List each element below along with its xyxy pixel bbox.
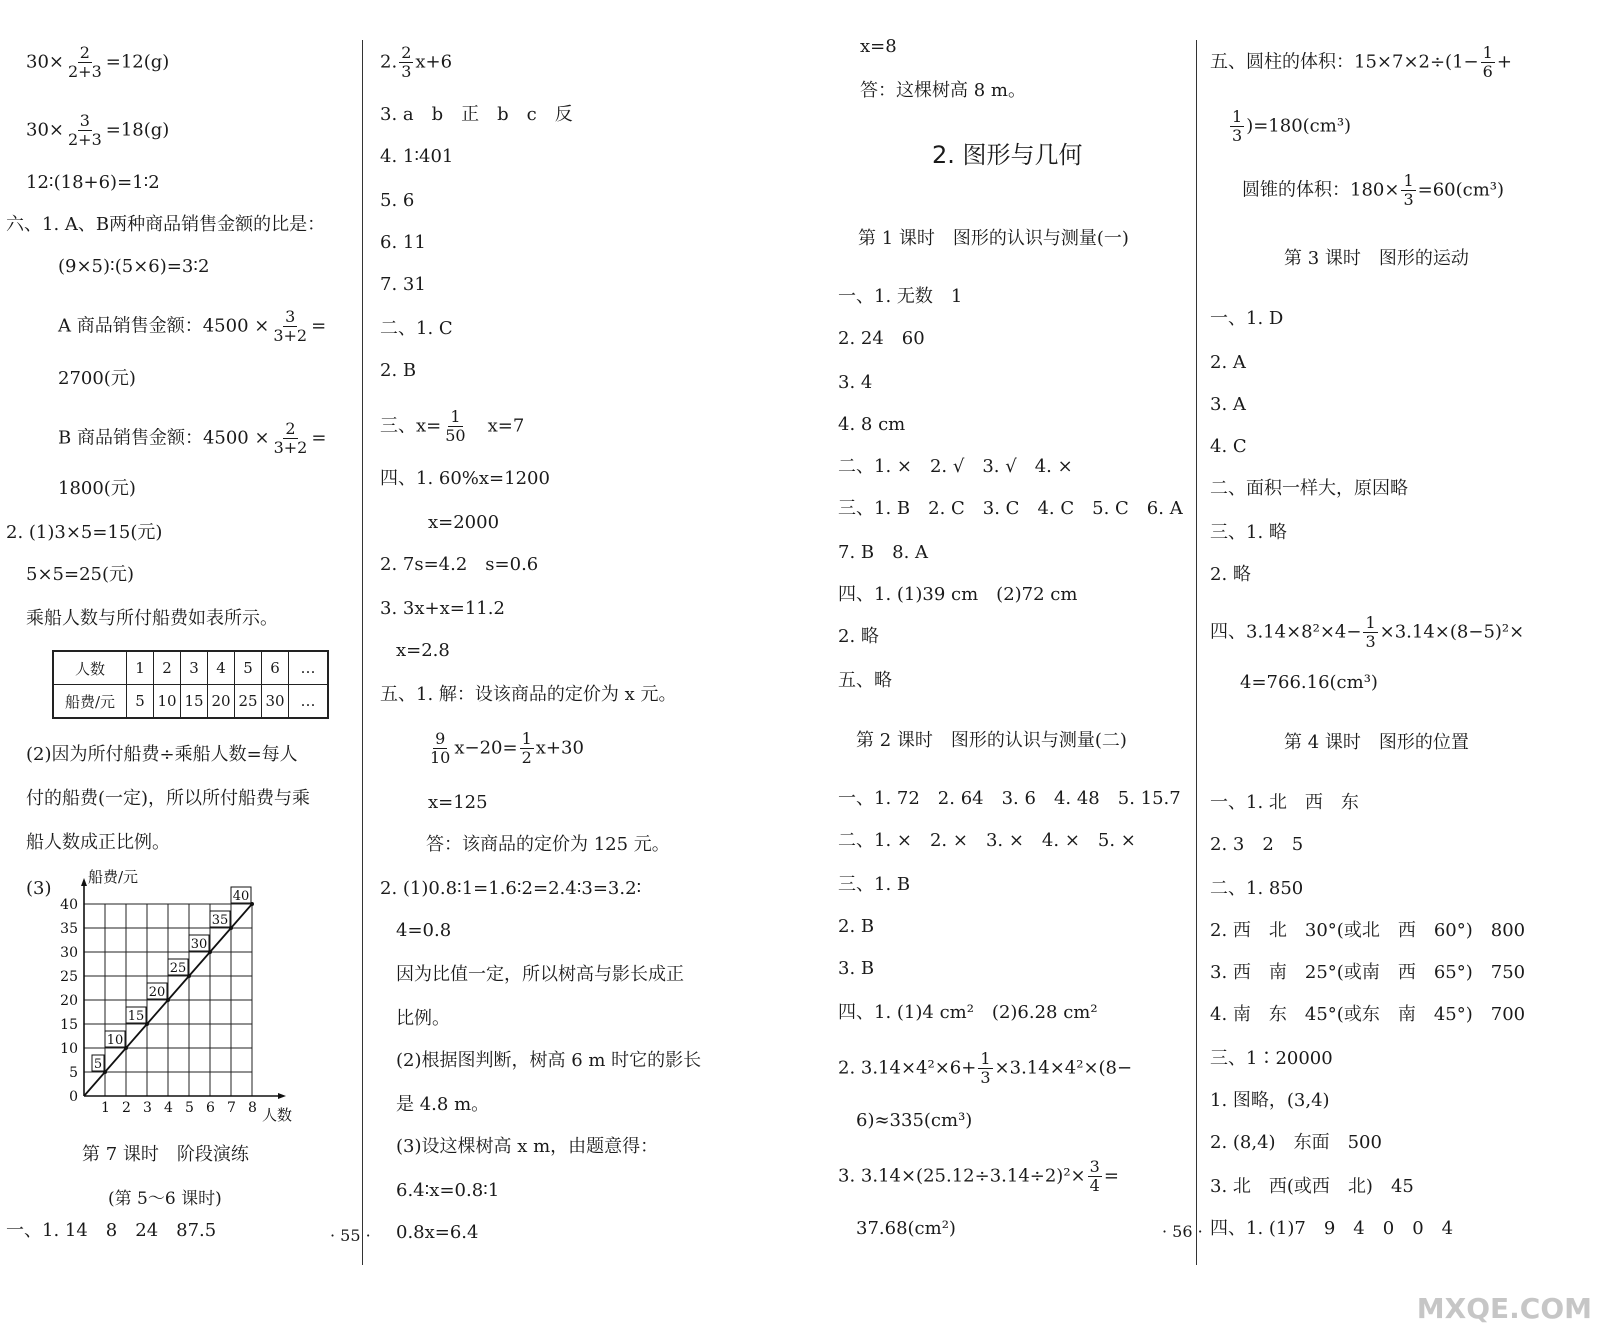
answer-line: 2. A xyxy=(1210,352,1246,373)
answer-line: 三、x= $\frac{1}{50}$ x=7 xyxy=(380,407,525,445)
y-axis-arrow xyxy=(81,878,87,886)
fraction: $\frac{1}{3}$ xyxy=(980,1049,991,1087)
y-tick-label: 40 xyxy=(60,897,78,913)
answer-line: (3) xyxy=(26,878,52,899)
answer-line: A 商品销售金额：4500 × $\frac{3}{3+2}$ = xyxy=(58,307,327,345)
lesson-title: 第 7 课时 阶段演练 xyxy=(82,1144,249,1165)
y-tick-label: 10 xyxy=(60,1041,78,1057)
answer-line: 一、1. D xyxy=(1210,308,1284,329)
answer-line: 2. B xyxy=(380,360,417,381)
answer-line: 答：这棵树高 8 m。 xyxy=(860,80,1026,101)
answer-line: x=8 xyxy=(860,36,897,57)
answer-line: 3. 西 南 25°(或南 西 65°) 750 xyxy=(1210,962,1526,983)
answer-line: 4. 南 东 45°(或东 南 45°) 700 xyxy=(1210,1004,1526,1025)
answer-line: 1800(元) xyxy=(58,478,136,499)
answer-line: 6.4∶x=0.8∶1 xyxy=(396,1180,500,1201)
x-tick-label: 6 xyxy=(206,1100,215,1116)
lesson-title: 第 3 课时 图形的运动 xyxy=(1284,248,1469,269)
fraction: $\frac{2}{3+2}$ xyxy=(273,419,308,457)
answer-line: 4. C xyxy=(1210,436,1247,457)
lesson-title: 第 2 课时 图形的认识与测量(二) xyxy=(856,730,1127,751)
answer-line: 四、1. 60%x=1200 xyxy=(380,468,550,489)
fraction: $\frac{1}{6}$ xyxy=(1482,43,1493,81)
fraction: $\frac{1}{3}$ xyxy=(1365,613,1376,651)
answer-line: 30× $\frac{3}{2+3}$ =18(g) xyxy=(26,111,170,149)
answer-line: 圆锥的体积：180× $\frac{1}{3}$ =60(cm³) xyxy=(1242,171,1505,209)
answer-line: 2. 3.14×4²×6+ $\frac{1}{3}$ ×3.14×4²×(8− xyxy=(838,1049,1133,1087)
answer-line: 四、1. (1)4 cm² (2)6.28 cm² xyxy=(838,1002,1098,1023)
answer-line: 2. (1)3×5=15(元) xyxy=(6,522,163,543)
answer-line: 二、面积一样大，原因略 xyxy=(1210,478,1408,499)
y-tick-label: 30 xyxy=(60,945,78,961)
answer-line: 六、1. A、B两种商品销售金额的比是： xyxy=(6,214,326,235)
fraction: $\frac{2}{2+3}$ xyxy=(68,43,102,81)
answer-line: 12∶(18+6)=1∶2 xyxy=(26,172,160,193)
data-label: 35 xyxy=(211,913,229,928)
fraction: $\frac{1}{50}$ xyxy=(445,407,466,445)
answer-line: 一、1. 14 8 24 87.5 xyxy=(6,1220,217,1241)
answer-line: 四、1. (1)39 cm (2)72 cm xyxy=(838,584,1078,605)
answer-line: (3)设这棵树高 x m，由题意得： xyxy=(396,1136,659,1157)
answer-line: 二、1. 850 xyxy=(1210,878,1304,899)
x-tick-label: 7 xyxy=(227,1100,236,1116)
x-tick-label: 4 xyxy=(164,1100,173,1116)
answer-line: 因为比值一定，所以树高与影长成正 xyxy=(396,964,684,985)
answer-line: B 商品销售金额：4500 × $\frac{2}{3+2}$ = xyxy=(58,419,327,457)
answer-line: (2)根据图判断，树高 6 m 时它的影长 xyxy=(396,1050,702,1071)
y-tick-label: 15 xyxy=(60,1017,78,1033)
answer-line: 7. B 8. A xyxy=(838,542,929,563)
answer-line: (2)因为所付船费÷乘船人数=每人 xyxy=(26,744,298,765)
fraction: $\frac{1}{3}$ xyxy=(1232,107,1243,145)
x-tick-label: 5 xyxy=(185,1100,194,1116)
answer-line: 2700(元) xyxy=(58,368,136,389)
answer-line: 37.68(cm²) xyxy=(856,1218,956,1239)
answer-line: 是 4.8 m。 xyxy=(396,1094,490,1115)
fare-line-chart xyxy=(48,868,318,1128)
answer-line: 1. 图略，(3,4) xyxy=(1210,1090,1330,1111)
x-tick-label: 2 xyxy=(122,1100,131,1116)
page-number-right: · 56 · xyxy=(1162,1222,1203,1241)
column-divider-right xyxy=(1196,40,1197,1265)
column-1 xyxy=(0,0,360,1329)
table-row: 船费/元 5 10 15 20 25 30 … xyxy=(53,685,328,719)
data-label: 10 xyxy=(106,1033,124,1048)
answer-line: 答：该商品的定价为 125 元。 xyxy=(426,834,670,855)
answer-line: 四、1. (1)7 9 4 0 0 4 xyxy=(1210,1218,1454,1239)
answer-line: 二、1. × 2. × 3. × 4. × 5. × xyxy=(838,830,1136,851)
answer-line: 3. 3x+x=11.2 xyxy=(380,598,505,619)
fraction: $\frac{2}{3}$ xyxy=(401,43,412,81)
answer-line: 6)≈335(cm³) xyxy=(856,1110,973,1131)
x-tick-label: 8 xyxy=(248,1100,257,1116)
answer-line: 比例。 xyxy=(396,1008,450,1029)
answer-line: 4=766.16(cm³) xyxy=(1240,672,1378,693)
answer-line: 五、1. 解：设该商品的定价为 x 元。 xyxy=(380,684,677,705)
section-title: 2. 图形与几何 xyxy=(932,141,1083,169)
answer-line: 3. 3.14×(25.12÷3.14÷2)²× $\frac{3}{4}$ = xyxy=(838,1157,1119,1195)
answer-line: 五、圆柱的体积：15×7×2÷(1− $\frac{1}{6}$ + xyxy=(1210,43,1512,81)
answer-line: 2. (1)0.8∶1=1.6∶2=2.4∶3=3.2∶ xyxy=(380,878,642,899)
answer-line: 4. 1∶401 xyxy=(380,146,454,167)
answer-line: 船人数成正比例。 xyxy=(26,832,170,853)
answer-line: 2. (8,4) 东面 500 xyxy=(1210,1132,1382,1153)
answer-line: 5×5=25(元) xyxy=(26,564,135,585)
answer-line: 三、1∶20000 xyxy=(1210,1048,1333,1069)
table-row: 人数 1 2 3 4 5 6 … xyxy=(53,651,328,685)
answer-line: 二、1. C xyxy=(380,318,453,339)
answer-line: 4. 8 cm xyxy=(838,414,906,435)
page-number-left: · 55 · xyxy=(330,1226,371,1245)
answer-line: 5. 6 xyxy=(380,190,415,211)
fraction: $\frac{3}{2+3}$ xyxy=(68,111,102,149)
answer-line: 付的船费(一定)，所以所付船费与乘 xyxy=(26,788,311,809)
lesson-title: 第 4 课时 图形的位置 xyxy=(1284,732,1469,753)
answer-line: x=2000 xyxy=(428,512,500,533)
answer-line: 2. 西 北 30°(或北 西 60°) 800 xyxy=(1210,920,1526,941)
fare-table xyxy=(52,650,329,719)
answer-line: 2. 24 60 xyxy=(838,328,925,349)
answer-line: 4=0.8 xyxy=(396,920,452,941)
answer-line: 3. A xyxy=(1210,394,1246,415)
data-label: 15 xyxy=(127,1009,145,1024)
answer-line: 三、1. B 2. C 3. C 4. C 5. C 6. A xyxy=(838,498,1183,519)
fraction: $\frac{1}{2}$ xyxy=(521,729,532,767)
column-divider-left xyxy=(362,40,363,1265)
answer-line: 0.8x=6.4 xyxy=(396,1222,479,1243)
answer-line: 一、1. 北 西 东 xyxy=(1210,792,1359,813)
answer-line: 一、1. 无数 1 xyxy=(838,286,963,307)
answer-line: 二、1. × 2. √ 3. √ 4. × xyxy=(838,456,1073,477)
fraction: $\frac{1}{3}$ xyxy=(1403,171,1414,209)
answer-line: 3. 4 xyxy=(838,372,873,393)
answer-line: 7. 31 xyxy=(380,274,426,295)
y-tick-label: 5 xyxy=(69,1065,78,1081)
x-tick-label: 3 xyxy=(143,1100,152,1116)
answer-line: x=2.8 xyxy=(396,640,450,661)
data-label: 25 xyxy=(169,961,187,976)
answer-line: 三、1. B xyxy=(838,874,911,895)
answer-line: 五、略 xyxy=(838,670,892,691)
answer-line: 2. 略 xyxy=(838,626,879,647)
y-tick-label: 20 xyxy=(60,993,78,1009)
fraction: $\frac{3}{4}$ xyxy=(1089,1157,1100,1195)
data-label: 40 xyxy=(232,889,250,904)
y-tick-label: 0 xyxy=(69,1089,78,1105)
answer-line: 6. 11 xyxy=(380,232,426,253)
column-4 xyxy=(1204,0,1600,1329)
fraction: $\frac{3}{3+2}$ xyxy=(273,307,308,345)
y-tick-label: 25 xyxy=(60,969,78,985)
answer-line: 3. a b 正 b c 反 xyxy=(380,104,573,125)
answer-line: 三、1. 略 xyxy=(1210,522,1287,543)
answer-line: (9×5)∶(5×6)=3∶2 xyxy=(58,256,210,277)
fraction: $\frac{9}{10}$ xyxy=(430,729,451,767)
answer-line: 3. 北 西(或西 北) 45 xyxy=(1210,1176,1414,1197)
answer-line: 乘船人数与所付船费如表所示。 xyxy=(26,608,278,629)
column-2 xyxy=(370,0,790,1329)
data-label: 20 xyxy=(148,985,166,1000)
data-label: 5 xyxy=(93,1057,103,1072)
y-axis-label: 船费/元 xyxy=(88,868,139,886)
answer-line: 2. 7s=4.2 s=0.6 xyxy=(380,554,539,575)
answer-line: 2. $\frac{2}{3}$ x+6 xyxy=(380,43,453,81)
lesson-title: 第 1 课时 图形的认识与测量(一) xyxy=(858,228,1129,249)
x-tick-label: 1 xyxy=(101,1100,110,1116)
answer-line: 3. B xyxy=(838,958,875,979)
answer-line: 2. B xyxy=(838,916,875,937)
answer-line: 30× $\frac{2}{2+3}$ =12(g) xyxy=(26,43,170,81)
answer-line: $\frac{1}{3}$ )=180(cm³) xyxy=(1232,107,1352,145)
lesson-subtitle: (第 5～6 课时) xyxy=(108,1189,222,1209)
answer-line: 四、3.14×8²×4− $\frac{1}{3}$ ×3.14×(8−5)²× xyxy=(1210,613,1525,651)
column-3 xyxy=(820,0,1190,1329)
data-label: 30 xyxy=(190,937,208,952)
answer-line: x=125 xyxy=(428,792,488,813)
y-tick-label: 35 xyxy=(60,921,78,937)
answer-line: 2. 3 2 5 xyxy=(1210,834,1304,855)
answer-line: 2. 略 xyxy=(1210,564,1251,585)
x-axis-arrow xyxy=(278,1093,286,1099)
x-axis-label: 人数 xyxy=(262,1106,293,1124)
watermark: MXQE.COM xyxy=(1416,1292,1592,1325)
answer-line: 一、1. 72 2. 64 3. 6 4. 48 5. 15.7 xyxy=(838,788,1181,809)
answer-line: $\frac{9}{10}$ x−20= $\frac{1}{2}$ x+30 xyxy=(430,729,584,767)
